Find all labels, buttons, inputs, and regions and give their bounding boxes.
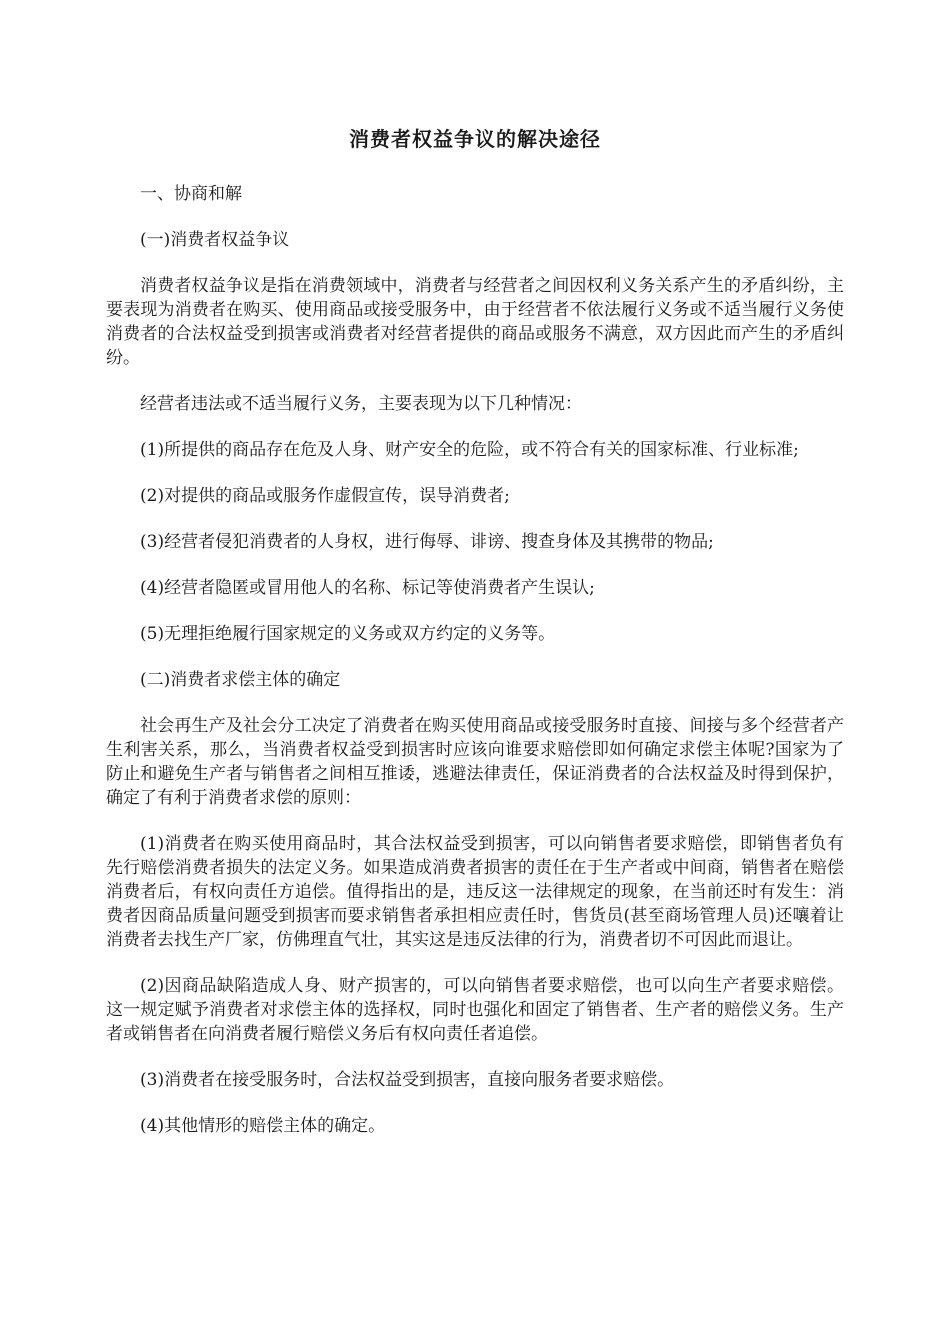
section-heading-1: 一、协商和解 [140,184,242,204]
list-item: (5)无理拒绝履行国家规定的义务或双方约定的义务等。 [140,624,556,644]
list-item: (4)其他情形的赔偿主体的确定。 [140,1116,386,1136]
body-paragraph: 经营者违法或不适当履行义务，主要表现为以下几种情况： [140,394,582,414]
subsection-heading-2: (二)消费者求偿主体的确定 [140,670,341,690]
list-item: (1)消费者在购买使用商品时，其合法权益受到损害，可以向销售者要求赔偿，即销售者负有先行赔偿消费者损失的法定义务。如果造成消费者损害的责任在于生产者或中间商，销售者在赔偿消费者后，有权向责任方追偿。值得指出的是，违反这一法律规定的现象，在当前还时有发生：消费者因商品质量问题受到损害而要求销售者承担相应责任时，售货员(甚至商场管理人员)还嚷着让消费者去找生产厂家，仿佛理直气壮，其实这是违反法律的行为，消费者切不可因此而退让。 [106,834,844,950]
document-title: 消费者权益争议的解决途径 [349,127,601,151]
subsection-heading-1: (一)消费者权益争议 [140,230,290,250]
body-paragraph: 社会再生产及社会分工决定了消费者在购买使用商品或接受服务时直接、间接与多个经营者产生利害关系，那么，当消费者权益受到损害时应该向谁要求赔偿即如何确定求偿主体呢?国家为了防止和避免生产者与销售者之间相互推诿，逃避法律责任，保证消费者的合法权益及时得到保护，确定了有利于消费者求偿的原则： [106,716,844,808]
list-item: (1)所提供的商品存在危及人身、财产安全的危险，或不符合有关的国家标准、行业标准; [140,440,799,460]
list-item: (3)经营者侵犯消费者的人身权，进行侮辱、诽谤、搜查身体及其携带的物品; [140,532,714,552]
list-item: (2)因商品缺陷造成人身、财产损害的，可以向销售者要求赔偿，也可以向生产者要求赔偿。这一规定赋予消费者对求偿主体的选择权，同时也强化和固定了销售者、生产者的赔偿义务。生产者或销售者在向消费者履行赔偿义务后有权向责任者追偿。 [106,976,844,1044]
list-item: (4)经营者隐匿或冒用他人的名称、标记等使消费者产生误认; [140,578,595,598]
list-item: (2)对提供的商品或服务作虚假宣传，误导消费者; [140,486,510,506]
list-item: (3)消费者在接受服务时，合法权益受到损害，直接向服务者要求赔偿。 [140,1070,675,1090]
body-paragraph: 消费者权益争议是指在消费领域中，消费者与经营者之间因权利义务关系产生的矛盾纠纷，主要表现为消费者在购买、使用商品或接受服务中，由于经营者不依法履行义务或不适当履行义务使消费者的合法权益受到损害或消费者对经营者提供的商品或服务不满意，双方因此而产生的矛盾纠纷。 [106,276,844,368]
